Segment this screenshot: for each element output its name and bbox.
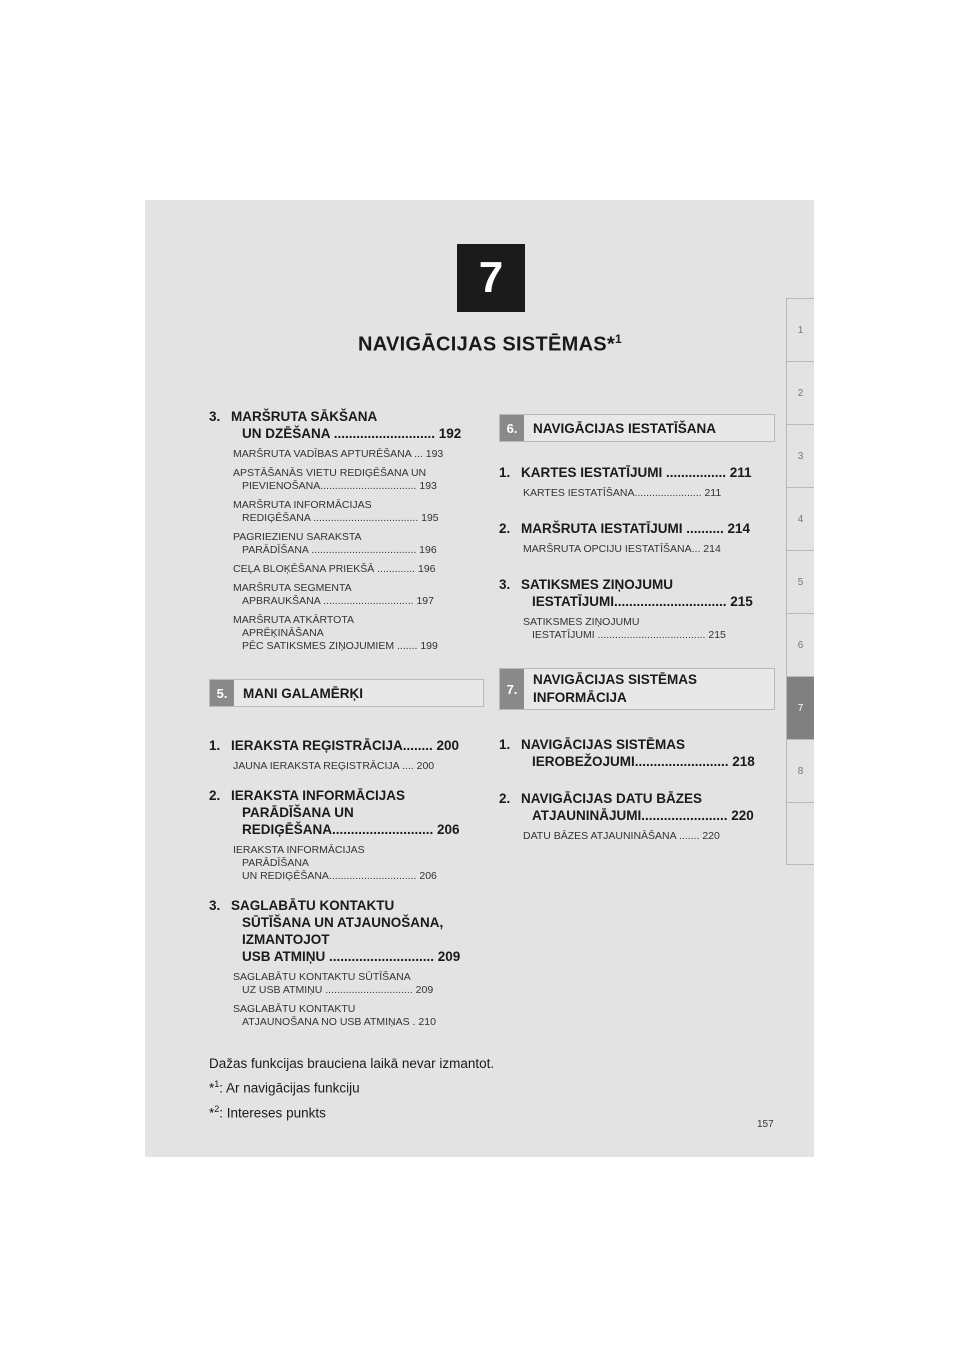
toc-entry-traffic-settings[interactable]: 3. SATIKSMES ZIŅOJUMU IESTATĪJUMI.............................. 215 (499, 577, 753, 609)
toc-entry-system-limits[interactable]: 1. NAVIGĀCIJAS SISTĒMAS IEROBEŽOJUMI......................... 218 (499, 737, 755, 769)
side-tab-7-active[interactable]: 7 (786, 676, 814, 739)
toc-entry-usb-contacts[interactable]: 3. SAGLABĀTU KONTAKTU SŪTĪŠANA UN ATJAUNOŠANA, IZMANTOJOT USB ATMIŅU ............................ 209 (209, 898, 461, 964)
side-tab-blank (786, 802, 814, 865)
side-tab-6[interactable]: 6 (786, 613, 814, 676)
side-tab-3[interactable]: 3 (786, 424, 814, 487)
footnote-2: *$^2$: Intereses punkts (209, 1103, 326, 1120)
toc-entry-info-display[interactable]: 2. IERAKSTA INFORMĀCIJAS PARĀDĪŠANA UN REDIĢĒŠANA........................... 206 (209, 788, 460, 837)
toc-sub-entry[interactable]: MARŠRUTA INFORMĀCIJAS REDIĢĒŠANA .................................... 195 (233, 499, 439, 524)
chapter-number: 7 (478, 253, 504, 302)
toc-sub-entry[interactable]: CEĻA BLOĶĒŠANA PRIEKŠĀ ............. 196 (233, 563, 436, 575)
toc-sub-entry[interactable]: MARŠRUTA VADĪBAS APTURĒŠANA ... 193 (233, 448, 444, 460)
toc-sub-entry[interactable]: DATU BĀZES ATJAUNINĀŠANA ....... 220 (523, 830, 720, 842)
toc-entry-registration[interactable]: 1. IERAKSTA REĢISTRĀCIJA........ 200 (209, 738, 460, 753)
chapter-title: NAVIGĀCIJAS SISTĒMAS*$^1$ (357, 332, 623, 356)
toc-right-column (499, 414, 775, 843)
side-tab-1[interactable]: 1 (786, 298, 814, 361)
section-banner-7 (499, 668, 775, 710)
toc-sub-entry[interactable]: JAUNA IERAKSTA REĢISTRĀCIJA .... 200 (233, 760, 435, 772)
side-tab-4[interactable]: 4 (786, 487, 814, 550)
toc-sub-entry[interactable]: KARTES IESTATĪŠANA....................... 211 (523, 487, 722, 499)
footnote-1: *$^1$: Ar navigācijas funkciju (209, 1079, 360, 1096)
section-banner-5 (209, 679, 484, 707)
section-badge: 6. (500, 415, 524, 441)
toc-sub-entry[interactable]: SATIKSMES ZIŅOJUMU IESTATĪJUMI ..................................... 215 (523, 616, 726, 641)
footnote-driving-note: Dažas funkcijas brauciena laikā nevar izmantot. (209, 1056, 495, 1071)
toc-sub-entry[interactable]: PAGRIEZIENU SARAKSTA PARĀDĪŠANA .................................... 196 (233, 531, 437, 556)
section-badge: 7. (500, 669, 524, 709)
section-label: NAVIGĀCIJAS IESTATĪŠANA (533, 420, 717, 436)
toc-left-column (209, 408, 484, 1029)
toc-sub-entry[interactable]: SAGLABĀTU KONTAKTU SŪTĪŠANA UZ USB ATMIŅU .............................. 209 (233, 971, 434, 996)
toc-sub-entry[interactable]: MARŠRUTA ATKĀRTOTA APRĒĶINĀŠANA PĒC SATIKSMES ZIŅOJUMIEM ....... 199 (233, 614, 438, 652)
section-label: NAVIGĀCIJAS SISTĒMAS INFORMĀCIJA (533, 672, 698, 705)
toc-sub-entry[interactable]: APSTĀŠANĀS VIETU REDIĢĒŠANA UN PIEVIENOŠANA................................. 193 (233, 467, 437, 492)
side-tab-8[interactable]: 8 (786, 739, 814, 802)
chapter-side-tabs (786, 298, 814, 865)
toc-entry-route-start[interactable]: 3. MARŠRUTA SĀKŠANA UN DZĒŠANA ........................... 192 (209, 409, 462, 441)
toc-entry-database-updates[interactable]: 2. NAVIGĀCIJAS DATU BĀZES ATJAUNINĀJUMI....................... 220 (499, 791, 754, 823)
side-tab-5[interactable]: 5 (786, 550, 814, 613)
chapter-number-box (457, 244, 525, 312)
section-badge: 5. (210, 680, 234, 706)
toc-sub-entry[interactable]: SAGLABĀTU KONTAKTU ATJAUNOŠANA NO USB ATMIŅAS . 210 (233, 1003, 436, 1028)
side-tab-2[interactable]: 2 (786, 361, 814, 424)
toc-sub-entry[interactable]: IERAKSTA INFORMĀCIJAS PARĀDĪŠANA UN REDIĢĒŠANA.............................. 206 (233, 844, 437, 882)
toc-sub-entry[interactable]: MARŠRUTA OPCIJU IESTATĪŠANA... 214 (523, 543, 721, 555)
toc-entry-map-settings[interactable]: 1. KARTES IESTATĪJUMI ................ 211 (499, 465, 752, 480)
page-number: 157 (757, 1119, 774, 1130)
footnotes (209, 1053, 549, 1123)
section-label: MANI GALAMĒRĶI (243, 685, 363, 701)
toc-entry-route-settings[interactable]: 2. MARŠRUTA IESTATĪJUMI .......... 214 (499, 521, 751, 536)
section-banner-6 (499, 414, 775, 442)
toc-sub-entry[interactable]: MARŠRUTA SEGMENTA APBRAUKŠANA ............................... 197 (233, 582, 434, 607)
chapter-title-sup: 1 (615, 332, 623, 346)
